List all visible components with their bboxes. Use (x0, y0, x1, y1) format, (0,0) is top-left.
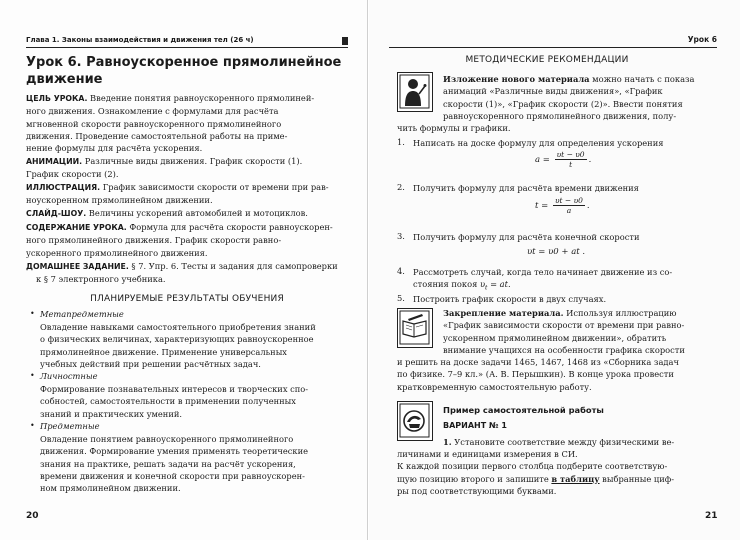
bullet-marker: • (30, 421, 35, 430)
step-number: 1. (397, 137, 405, 147)
example-title: Пример самостоятельной работы (443, 405, 604, 415)
lesson-animations: АНИМАЦИИ. Различные виды движения. График скорости (1). График скорости (2). (26, 156, 303, 180)
lesson-content: СОДЕРЖАНИЕ УРОКА. Формула для расчёта скорости равноускорен- ного прямолинейного движения. График скорости равно- ускоренного прямолинейного движения. (26, 222, 333, 258)
step-text: Получить формулу для расчёта времени движения (413, 183, 639, 193)
method-section-title: МЕТОДИЧЕСКИЕ РЕКОМЕНДАЦИИ (465, 55, 629, 65)
new-material-text: Изложение нового материала можно начать с показа анимаций «Различные виды движения», «График скорости (1)», «График скорости (2)». Ввести понятия равноускоренного прямолинейного движения, полу- (443, 74, 695, 121)
lesson-illustration: ИЛЛЮСТРАЦИЯ. График зависимости скорости от времени при рав- ноускоренном прямолинейном движении. (26, 182, 329, 206)
step-text: Написать на доске формулу для определения ускорения (413, 138, 664, 148)
results-personal-heading: Личностные (40, 371, 98, 381)
lesson-goal: ЦЕЛЬ УРОКА. Введение понятия равноускоренного прямолиней- ного движения. Ознакомление с формулами для расчёта мгновенной скорости равноускоренного прямолинейного движения. Проведение самостоятельной работы на приме- нение формулы для расчёта ускорения. (26, 93, 315, 154)
results-section-title: ПЛАНИРУЕМЫЕ РЕЗУЛЬТАТЫ ОБУЧЕНИЯ (90, 294, 284, 304)
lesson-title: Урок 6. Равноускоренное прямолинейное движение (26, 55, 342, 87)
step-number: 2. (397, 182, 405, 192)
step-number: 3. (397, 231, 405, 241)
book-pencil-icon (397, 308, 433, 348)
formula-final-velocity: υt = υ0 + at . (527, 247, 586, 257)
results-meta-text: Овладение навыками самостоятельного приобретения знаний о физических величинах, характеризующих равноускоренное прямолинейное движение. Применение универсальных учебных действий при решении расчётных задач. (40, 322, 316, 369)
step-text: Построить график скорости в двух случаях. (413, 294, 607, 304)
running-head-right: Урок 6 (389, 34, 717, 48)
consolidation-text-end: и решить на доске задачи 1465, 1467, 1468 из «Сборника задач по физике. 7–9 кл.» (А. В. Перышкин). В конце урока провести кратковременную самостоятельную работу. (397, 357, 679, 392)
running-head-left: Глава 1. Законы взаимодействия и движения тел (26 ч) (26, 34, 348, 48)
task1-text-cont: личинами и единицами измерения в СИ. К каждой позиции первого столбца подберите соответствую- щую позицию второго и запишите в таблицу выбранные циф- ры под соответствующими буквами. (397, 449, 675, 496)
header-marker (342, 37, 348, 45)
lesson-slideshow: СЛАЙД-ШОУ. Величины ускорений автомобилей и мотоциклов. (26, 208, 308, 218)
step-number: 5. (397, 293, 405, 303)
results-personal-text: Формирование познавательных интересов и творческих спо- собностей, самостоятельности в применении полученных знаний и практических умений. (40, 384, 309, 419)
step-text: Рассмотреть случай, когда тело начинает движение из со- стояния покоя $\upsilon_t$ = at. (413, 267, 673, 292)
formula-time: t = $\frac{\upsilon t - \upsilon 0}{a}$ . (535, 196, 590, 215)
page-number-right: 21 (705, 511, 718, 521)
results-meta-heading: Метапредметные (40, 309, 124, 319)
step-number: 4. (397, 266, 405, 276)
right-page (369, 0, 740, 540)
results-subject-heading: Предметные (40, 421, 100, 431)
new-material-text-end: чить формулы и графики. (397, 123, 511, 133)
formula-acceleration: a = $\frac{\upsilon t - \upsilon 0}{t}$ . (535, 150, 592, 169)
results-subject-text: Овладение понятием равноускоренного прямолинейного движения. Формирование умения применять теоретические знания на практике, решать задачи на расчёт ускорения, времени движения и конечной скорости при равноускорен- ном прямолинейном движении. (40, 434, 309, 494)
task1-text: 1. Установите соответствие между физическими ве- (443, 437, 675, 447)
teacher-icon (397, 72, 433, 112)
page-number-left: 20 (26, 511, 39, 521)
bullet-marker: • (30, 309, 35, 318)
lesson-homework: ДОМАШНЕЕ ЗАДАНИЕ. § 7. Упр. 6. Тесты и задания для самопроверки к § 7 электронного учебника. (26, 261, 338, 285)
left-page (0, 0, 368, 540)
variant-label: ВАРИАНТ № 1 (443, 421, 507, 430)
step-text: Получить формулу для расчёта конечной скорости (413, 232, 640, 242)
consolidation-text: Закрепление материала. Используя иллюстрацию «График зависимости скорости от времени при равно- ускоренном прямолинейном движении», обратить внимание учащихся на особенности графика скорости (443, 308, 685, 355)
bullet-marker: • (30, 371, 35, 380)
hand-task-icon (397, 401, 433, 441)
